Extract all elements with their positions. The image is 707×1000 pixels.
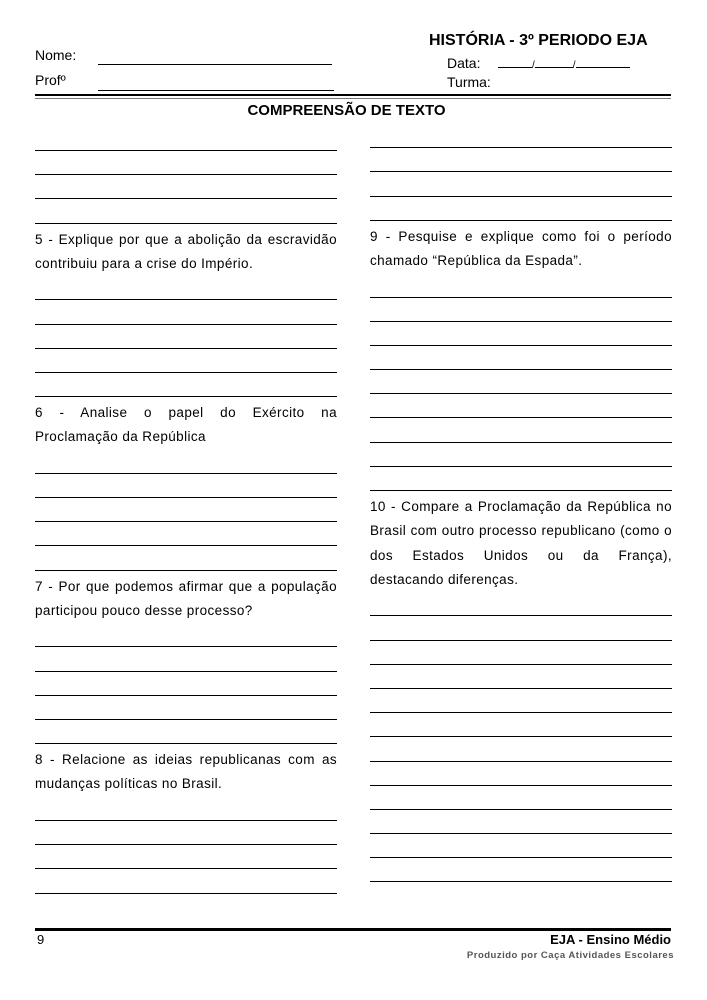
answer-line[interactable] — [35, 647, 337, 671]
credit-text: Produzido por Caça Atividades Escolares — [466, 950, 674, 961]
answer-line[interactable] — [35, 869, 337, 893]
answer-line[interactable] — [370, 786, 672, 810]
answer-line[interactable] — [370, 665, 672, 689]
answer-line[interactable] — [35, 720, 337, 744]
prof-field[interactable] — [98, 76, 334, 91]
answer-line[interactable] — [35, 300, 337, 324]
answer-line[interactable] — [370, 443, 672, 467]
answer-line[interactable] — [370, 124, 672, 148]
answer-line[interactable] — [370, 394, 672, 418]
question-6: 6 - Analise o papel do Exército na Proclamação da República — [35, 405, 337, 445]
answer-line[interactable] — [370, 641, 672, 665]
left-column — [35, 130, 337, 894]
answer-line[interactable] — [35, 623, 337, 647]
answer-line[interactable] — [370, 346, 672, 370]
answer-line[interactable] — [35, 450, 337, 474]
answer-line[interactable] — [35, 546, 337, 570]
answer-line[interactable] — [370, 810, 672, 834]
page-number: 9 — [37, 932, 45, 947]
data-label: Data: — [447, 55, 481, 71]
answer-line[interactable] — [370, 713, 672, 737]
answer-line[interactable] — [35, 325, 337, 349]
answer-line[interactable] — [35, 498, 337, 522]
answer-line[interactable] — [35, 199, 337, 223]
answer-line[interactable] — [35, 821, 337, 845]
answer-line[interactable] — [35, 696, 337, 720]
date-year-field[interactable] — [576, 58, 630, 68]
section-title: COMPREENSÃO DE TEXTO — [247, 102, 446, 119]
question-10: 10 - Compare a Proclamação da República no Brasil com outro processo republicano (como o dos Estados Unidos ou da França), destacando diferenças. — [370, 499, 672, 587]
answer-line[interactable] — [35, 672, 337, 696]
turma-label: Turma: — [447, 74, 491, 90]
answer-line[interactable] — [35, 797, 337, 821]
answer-line[interactable] — [35, 175, 337, 199]
date-day-field[interactable] — [498, 58, 532, 68]
answer-line[interactable] — [370, 418, 672, 442]
answer-line[interactable] — [35, 130, 337, 151]
question-8: 8 - Relacione as ideias republicanas com as mudanças políticas no Brasil. — [35, 752, 337, 792]
answer-line[interactable] — [370, 148, 672, 172]
question-5: 5 - Explique por que a abolição da escravidão contribuiu para a crise do Império. — [35, 231, 337, 271]
right-column — [370, 124, 672, 882]
answer-line[interactable] — [35, 151, 337, 175]
header-rule — [35, 94, 671, 96]
course-label: EJA - Ensino Médio — [550, 932, 671, 947]
answer-line[interactable] — [370, 370, 672, 394]
header-rule-thin — [35, 98, 671, 99]
answer-line[interactable] — [370, 616, 672, 640]
prof-label: Profº — [35, 72, 66, 88]
answer-line[interactable] — [370, 322, 672, 346]
answer-line[interactable] — [370, 298, 672, 322]
page-title: HISTÓRIA - 3º PERIODO EJA — [429, 32, 648, 49]
answer-line[interactable] — [370, 737, 672, 761]
date-field[interactable]: / / — [498, 58, 630, 71]
answer-line[interactable] — [35, 474, 337, 498]
answer-line[interactable] — [370, 273, 672, 297]
answer-line[interactable] — [370, 762, 672, 786]
answer-line[interactable] — [35, 522, 337, 546]
question-7: 7 - Por que podemos afirmar que a população participou pouco desse processo? — [35, 578, 337, 618]
answer-line[interactable] — [35, 276, 337, 300]
answer-line[interactable] — [370, 172, 672, 196]
nome-label: Nome: — [35, 47, 77, 63]
date-month-field[interactable] — [535, 58, 573, 68]
answer-line[interactable] — [370, 858, 672, 882]
answer-line[interactable] — [370, 467, 672, 491]
answer-line[interactable] — [35, 349, 337, 373]
answer-line[interactable] — [35, 845, 337, 869]
answer-line[interactable] — [370, 689, 672, 713]
answer-line[interactable] — [35, 373, 337, 397]
answer-line[interactable] — [370, 592, 672, 616]
answer-line[interactable] — [370, 834, 672, 858]
question-9: 9 - Pesquise e explique como foi o período chamado “República da Espada”. — [370, 228, 672, 269]
answer-line[interactable] — [370, 197, 672, 221]
footer-rule — [35, 928, 671, 931]
nome-field[interactable] — [98, 48, 332, 65]
